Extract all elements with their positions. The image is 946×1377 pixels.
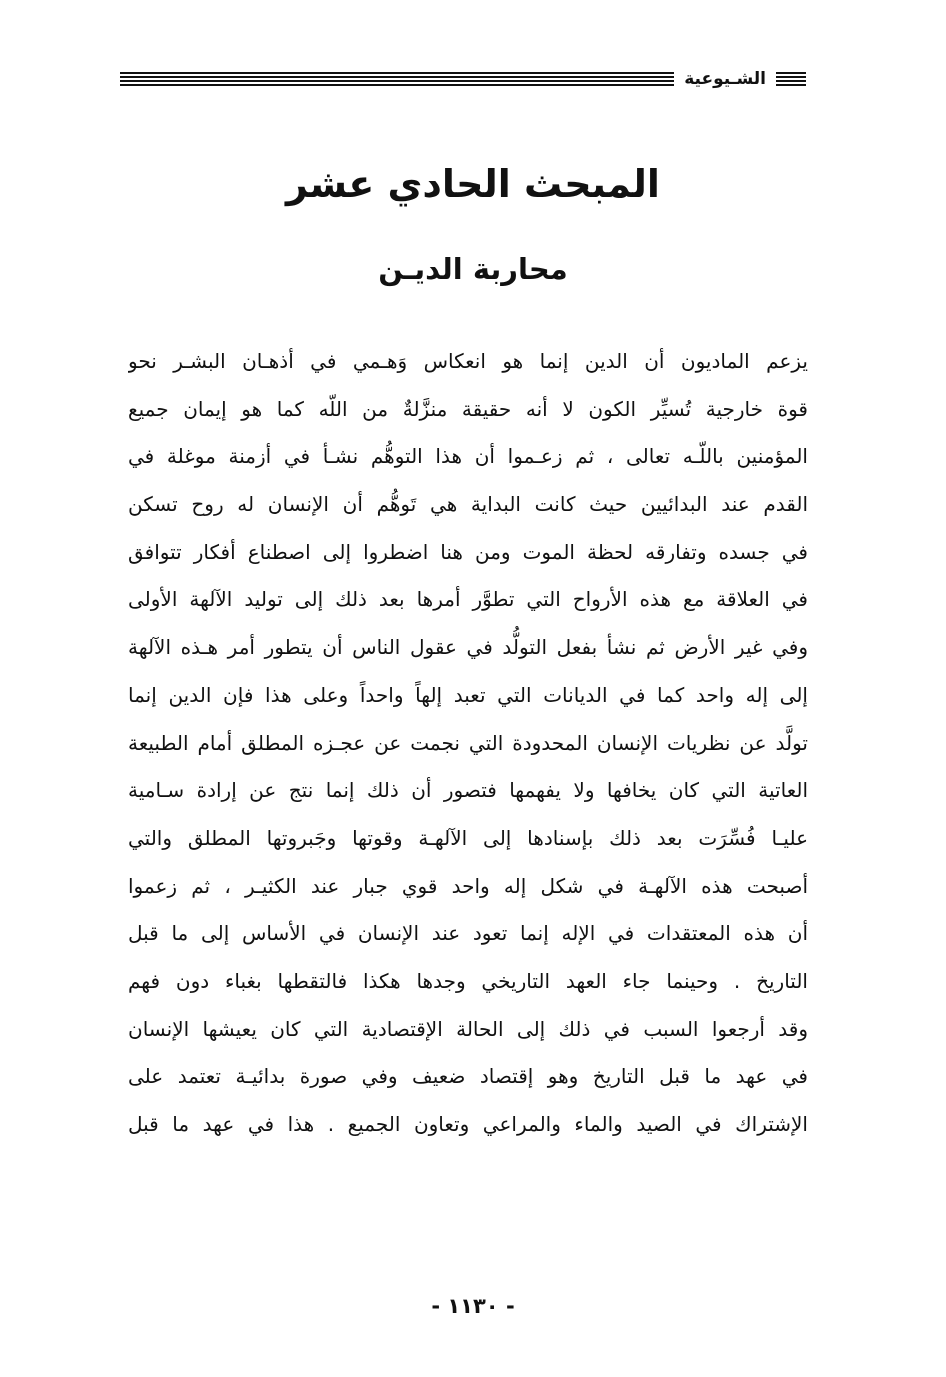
page-number: - ١١٣٠ - <box>431 1294 515 1318</box>
body-line: إلى إله واحد كما في الديانات التي تعبد إلهاً واحداً وعلى هذا فإن الدين إنما <box>128 682 808 707</box>
running-header-title: الشـيوعية <box>684 69 766 89</box>
body-line: في عهد ما قبل التاريخ وهو إقتصاد ضعيف وفي صورة بدائيـة تعتمد على <box>128 1064 808 1089</box>
header-rule-right <box>776 72 806 86</box>
body-line: أصبحت هذه الآلهـة في شكل إله واحد قوي جبار عند الكثيـر ، ثم زعموا <box>128 873 808 898</box>
header-rule-left <box>120 72 674 86</box>
body-line: وقد أرجعوا السبب في ذلك إلى الحالة الإقتصادية التي كان يعيشها الإنسان <box>128 1016 808 1041</box>
body-line: في العلاقة مع هذه الأرواح التي تطوَّر أمرها بعد ذلك إلى توليد الآلهة الأولى <box>128 587 808 612</box>
body-line: في جسده وتفارقه لحظة الموت ومن هنا اضطروا إلى اصطناع أفكار تتوافق <box>128 539 808 564</box>
running-header <box>120 66 806 92</box>
body-line: وفي غير الأرض ثم نشأ بفعل التولُّد في عقول الناس أن يتطور أمر هـذه الآلهة <box>128 635 808 660</box>
body-line: القدم عند البدائيين حيث كانت البداية هي تَوهُّم أن الإنسان له روح تسكن <box>128 492 808 517</box>
body-line: العاتية التي كان يخافها ولا يفهمها فتصور أن ذلك إنما نتج عن إرادة سـامية <box>128 778 808 803</box>
body-text <box>128 338 808 1149</box>
body-line: قوة خارجية تُسيِّر الكون لا أنه حقيقة منزَّلةٌ من اللّه كما هو إيمان جميع <box>128 396 808 421</box>
chapter-subtitle: محاربة الديـن <box>378 252 568 286</box>
body-line: التاريخ . وحينما جاء العهد التاريخي وجدها هكذا فالتقطها بغباء دون فهم <box>128 968 808 993</box>
body-line: الإشتراك في الصيد والماء والمراعي وتعاون الجميع . هذا في عهد ما قبل <box>128 1112 808 1136</box>
body-line: المؤمنين باللّـه تعالى ، ثم زعـموا أن هذا التوهُّم نشـأ في أزمنة موغلة في <box>128 444 808 469</box>
body-line: تولَّد عن نظريات الإنسان المحدودة التي نجمت عن عجـزه المطلق أمام الطبيعة <box>128 730 808 755</box>
chapter-title: المبحث الحادي عشر <box>286 162 660 206</box>
body-line: يزعم الماديون أن الدين إنما هو انعكاس وَهـمي في أذهـان البشـر نحو <box>128 349 808 373</box>
body-line: أن هذه المعتقدات في الإله إنما تعود عند الإنسان في الأساس إلى ما قبل <box>128 921 808 946</box>
body-line: عليـا فُسِّرَت بعد ذلك بإسنادها إلى الآلهـة وقوتها وجَبروتها المطلق والتي <box>128 825 808 850</box>
